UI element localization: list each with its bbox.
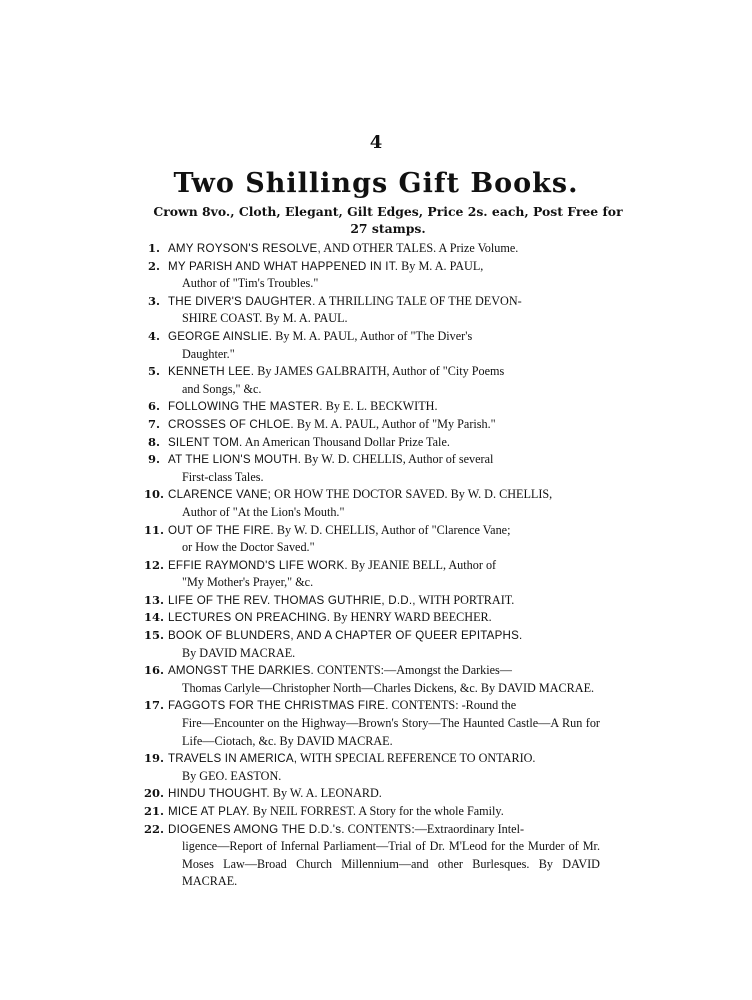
entry-title: FOLLOWING THE MASTER. xyxy=(168,400,323,414)
entry-detail: OR HOW THE DOCTOR SAVED. By W. D. CHELLIS, xyxy=(274,487,553,502)
page-subtitle: Crown 8vo., Cloth, Elegant, Gilt Edges, Price 2s. each, Post Free for 27 stamps. xyxy=(153,204,623,236)
entry-number: 6. xyxy=(148,399,161,414)
entry-title: FAGGOTS FOR THE CHRISTMAS FIRE. xyxy=(168,699,389,713)
entry-title: OUT OF THE FIRE. xyxy=(168,523,274,537)
entry-detail: By HENRY WARD BEECHER. xyxy=(333,610,492,625)
book-list xyxy=(144,240,600,891)
entry-number: 9. xyxy=(148,452,161,467)
entry-title: MY PARISH AND WHAT HAPPENED IN IT. xyxy=(168,259,399,273)
entry-title: THE DIVER'S DAUGHTER. xyxy=(168,294,316,308)
entry-title: SILENT TOM. xyxy=(168,435,243,449)
entry-title: MICE AT PLAY. xyxy=(168,805,250,818)
entry-title: DIOGENES AMONG THE D.D.'s. xyxy=(168,822,345,836)
entry-detail: WITH PORTRAIT. xyxy=(418,592,515,607)
entry-title: CROSSES OF CHLOE. xyxy=(168,417,294,431)
entry-continuation: First-class Tales. xyxy=(182,469,264,484)
entry-title: CLARENCE VANE; xyxy=(168,488,272,502)
book-entry xyxy=(144,750,600,785)
entry-number: 1. xyxy=(148,241,161,255)
entry-continuation: or How the Doctor Saved." xyxy=(182,540,315,555)
entry-title: AT THE LION'S MOUTH. xyxy=(168,453,302,467)
entry-continuation: Daughter." xyxy=(182,346,235,361)
entry-number: 2. xyxy=(148,258,161,273)
entry-detail: AND OTHER TALES. A Prize Volume. xyxy=(323,241,519,255)
entry-detail: By JEANIE BELL, Author of xyxy=(350,557,497,572)
book-entry xyxy=(144,785,600,803)
entry-number: 17. xyxy=(144,698,165,713)
book-entry xyxy=(144,522,600,557)
entry-detail: By W. A. LEONARD. xyxy=(272,786,382,801)
entry-continuation: ligence—Report of Infernal Parliament—Trial of Dr. M'Leod for the Murder of Mr. Moses Law—Broad Church Millennium—and other Burlesques. By DAVID MACRAE. xyxy=(182,839,600,889)
page-number: 4 xyxy=(369,132,383,153)
entry-number: 8. xyxy=(148,434,161,449)
entry-detail: An American Thousand Dollar Prize Tale. xyxy=(244,434,450,449)
entry-title: KENNETH LEE. xyxy=(168,365,255,379)
entry-detail: By M. A. PAUL, Author of "My Parish." xyxy=(296,416,496,431)
book-entry xyxy=(148,416,600,434)
entry-number: 22. xyxy=(144,821,165,836)
book-entry xyxy=(144,821,600,891)
entry-detail: By W. D. CHELLIS, Author of several xyxy=(304,452,494,467)
entry-continuation: Thomas Carlyle—Christopher North—Charles Dickens, &c. By DAVID MACRAE. xyxy=(182,680,595,695)
entry-number: 13. xyxy=(144,592,165,607)
entry-number: 4. xyxy=(148,328,161,343)
book-entry xyxy=(144,662,600,697)
entry-continuation: and Songs," &c. xyxy=(182,381,262,396)
entry-number: 21. xyxy=(144,804,165,818)
book-entry xyxy=(148,398,600,416)
page-title: Two Shillings Gift Books. xyxy=(173,168,579,199)
book-entry xyxy=(144,592,600,610)
book-entry xyxy=(148,240,600,258)
book-entry xyxy=(148,293,600,328)
entry-detail: By M. A. PAUL, xyxy=(401,258,484,273)
book-entry xyxy=(144,609,600,627)
entry-detail: A THRILLING TALE OF THE DEVON- xyxy=(317,293,522,308)
entry-number: 11. xyxy=(144,522,165,537)
book-entry xyxy=(144,803,600,821)
entry-detail: WITH SPECIAL REFERENCE TO ONTARIO. xyxy=(300,751,536,766)
entry-title: AMY ROYSON'S RESOLVE, xyxy=(168,242,321,255)
entry-number: 16. xyxy=(144,663,165,678)
book-entry xyxy=(148,434,600,452)
entry-title: LECTURES ON PREACHING. xyxy=(168,611,331,625)
entry-number: 12. xyxy=(144,557,165,572)
entry-number: 7. xyxy=(148,416,161,431)
book-entry xyxy=(148,328,600,363)
entry-detail: By E. L. BECKWITH. xyxy=(325,399,438,414)
entry-number: 5. xyxy=(148,364,161,379)
entry-title: GEORGE AINSLIE. xyxy=(168,329,273,343)
entry-continuation: By DAVID MACRAE. xyxy=(182,645,296,660)
entry-continuation: Fire—Encounter on the Highway—Brown's Story—The Haunted Castle—A Run for Life—Ciotach, &c. By DAVID MACRAE. xyxy=(182,716,600,748)
entry-detail: CONTENTS:—Extraordinary Intel- xyxy=(347,821,525,836)
entry-number: 3. xyxy=(148,293,161,308)
entry-detail: By W. D. CHELLIS, Author of "Clarence Vane; xyxy=(276,522,511,537)
entry-continuation: "My Mother's Prayer," &c. xyxy=(182,575,314,590)
book-entry xyxy=(148,363,600,398)
book-entry xyxy=(148,451,600,486)
entry-continuation: Author of "At the Lion's Mouth." xyxy=(182,504,345,519)
book-entry xyxy=(144,486,600,521)
entry-continuation: By GEO. EASTON. xyxy=(182,768,282,783)
book-entry xyxy=(144,627,600,662)
entry-title: EFFIE RAYMOND'S LIFE WORK. xyxy=(168,558,348,572)
entry-number: 10. xyxy=(144,487,165,502)
book-entry xyxy=(144,697,600,750)
entry-detail: By JAMES GALBRAITH, Author of "City Poems xyxy=(257,364,505,379)
book-entry xyxy=(144,557,600,592)
entry-title: HINDU THOUGHT. xyxy=(168,787,270,801)
entry-detail: By NEIL FORREST. A Story for the whole Family. xyxy=(252,804,504,818)
entry-detail: CONTENTS: -Round the xyxy=(391,698,517,713)
entry-continuation: SHIRE COAST. By M. A. PAUL. xyxy=(182,311,348,326)
entry-title: TRAVELS IN AMERICA, xyxy=(168,752,298,766)
entry-detail: By M. A. PAUL, Author of "The Diver's xyxy=(275,328,473,343)
entry-title: LIFE OF THE REV. THOMAS GUTHRIE, D.D., xyxy=(168,593,416,607)
entry-number: 20. xyxy=(144,786,165,801)
entry-detail: CONTENTS:—Amongst the Darkies— xyxy=(317,663,512,678)
entry-continuation: Author of "Tim's Troubles." xyxy=(182,276,319,291)
entry-title: BOOK OF BLUNDERS, AND A CHAPTER OF QUEER EPITAPHS. xyxy=(168,629,523,643)
entry-number: 15. xyxy=(144,628,165,643)
book-entry xyxy=(148,258,600,293)
entry-number: 19. xyxy=(144,751,165,766)
entry-number: 14. xyxy=(144,610,165,625)
entry-title: AMONGST THE DARKIES. xyxy=(168,664,314,678)
